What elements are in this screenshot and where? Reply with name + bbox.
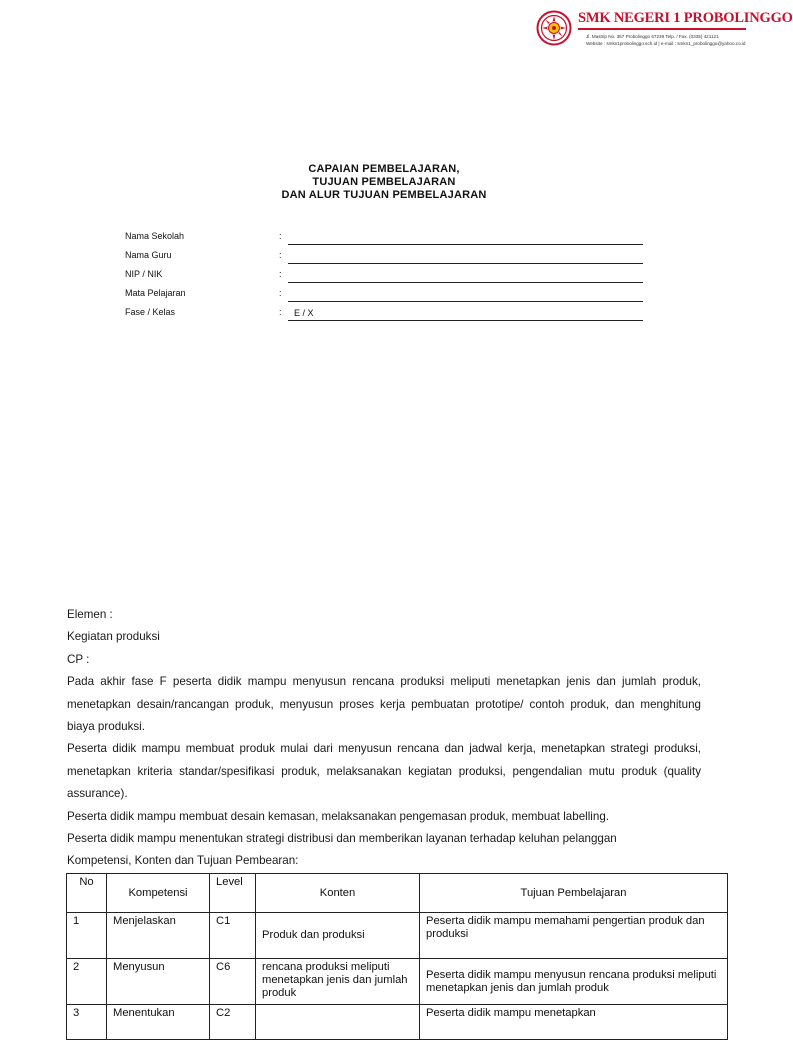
table-header-row [67,874,728,913]
form-row-nama-guru [125,247,645,266]
cell-konten [256,1005,420,1040]
cell-tujuan: Peserta didik mampu memahami pengertian produk dan produksi [420,913,728,959]
identity-form [125,228,645,323]
form-label: NIP / NIK [125,269,163,279]
cell-kompetensi: Menyusun [107,959,210,1005]
form-row-fase-kelas [125,304,645,323]
school-address: Jl. Mastrip No. 357 Probolinggo 67239 Telp. / Fax. (0335) 421121 [586,34,719,39]
form-colon: : [279,307,282,317]
form-colon: : [279,231,282,241]
form-colon: : [279,250,282,260]
table-row [67,959,728,1005]
cell-konten: rencana produksi meliputi menetapkan jenis dan jumlah produk [256,959,420,1005]
form-row-nama-sekolah [125,228,645,247]
form-label: Mata Pelajaran [125,288,186,298]
cp-paragraph: Peserta didik mampu menentukan strategi distribusi dan memberikan layanan terhadap keluhan pelanggan [67,832,617,846]
header-tujuan: Tujuan Pembelajaran [420,874,728,913]
competency-table-wrapper [66,873,727,1040]
document-title [0,163,768,202]
school-emblem-icon [536,10,572,46]
school-website: Website : smkn1probolinggo.sch.id | e-mail : smkn1_probolinggo@yahoo.co.id [586,41,746,46]
cell-level: C6 [210,959,256,1005]
letterhead-divider [578,28,746,30]
form-label: Nama Sekolah [125,231,185,241]
cell-tujuan: Peserta didik mampu menyusun rencana produksi meliputi menetapkan jenis dan jumlah produk [420,959,728,1005]
nama-guru-field[interactable] [288,247,643,264]
table-row [67,913,728,959]
title-line-2: TUJUAN PEMBELAJARAN [312,176,456,188]
school-letterhead [536,6,793,54]
form-row-nip-nik [125,266,645,285]
elemen-label: Elemen : [67,608,113,621]
cell-no: 1 [67,913,107,959]
form-label: Nama Guru [125,250,172,260]
competency-table [66,873,728,1040]
nip-nik-field[interactable] [288,266,643,283]
form-label: Fase / Kelas [125,307,176,317]
title-line-1: CAPAIAN PEMBELAJARAN, [308,163,460,175]
cp-label: CP : [67,652,90,666]
nama-sekolah-field[interactable] [288,228,643,245]
elemen-value: Kegiatan produksi [67,630,160,644]
form-colon: : [279,269,282,279]
cell-no: 3 [67,1005,107,1040]
cell-kompetensi: Menentukan [107,1005,210,1040]
fase-kelas-field[interactable]: E / X [288,304,643,321]
mata-pelajaran-field[interactable] [288,285,643,302]
cell-tujuan: Peserta didik mampu menetapkan [420,1005,728,1040]
header-kompetensi: Kompetensi [107,874,210,913]
form-colon: : [279,288,282,298]
cell-konten: Produk dan produksi [256,913,420,959]
title-line-3: DAN ALUR TUJUAN PEMBELAJARAN [281,189,487,201]
document-body [67,604,701,873]
header-level: Level [210,874,256,913]
cell-kompetensi: Menjelaskan [107,913,210,959]
table-caption: Kompetensi, Konten dan Tujuan Pembearan: [67,854,299,868]
cell-level: C1 [210,913,256,959]
form-row-mata-pelajaran [125,285,645,304]
cell-level: C2 [210,1005,256,1040]
cp-paragraph: Peserta didik mampu membuat desain kemasan, melaksanakan pengemasan produk, membuat labelling. [67,809,609,823]
header-no: No [67,874,107,913]
table-row [67,1005,728,1040]
cp-paragraph: Pada akhir fase F peserta didik mampu menyusun rencana produksi meliputi menetapkan jenis dan jumlah produk, menetapkan desain/rancangan produk, menyusun proses kerja pembuatan prototipe/ contoh produk, dan menghitung biaya produksi. [67,675,701,734]
school-name: SMK NEGERI 1 PROBOLINGGO [578,10,793,26]
cell-no: 2 [67,959,107,1005]
cp-paragraph: Peserta didik mampu membuat produk mulai dari menyusun rencana dan jadwal kerja, menetapkan strategi produksi, menetapkan kriteria standar/spesifikasi produk, melaksanakan kegiatan produksi, pengendalian mutu produk (quality assurance). [67,742,701,801]
header-konten: Konten [256,874,420,913]
